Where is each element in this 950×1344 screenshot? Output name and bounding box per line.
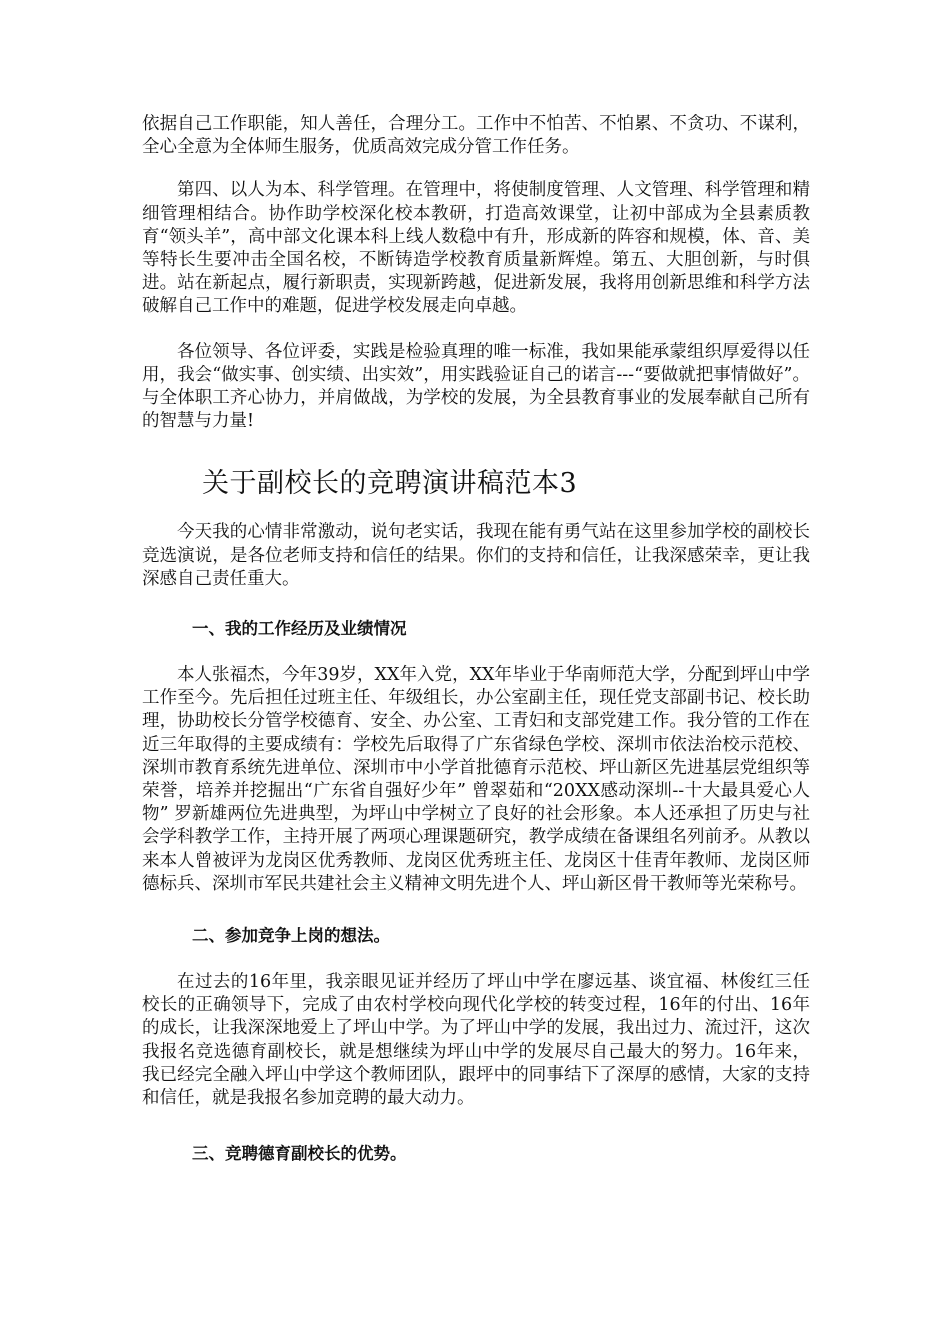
section-title: 关于副校长的竞聘演讲稿范本3 <box>202 468 578 500</box>
paragraph-closing: 各位领导、各位评委，实践是检验真理的唯一标准，我如果能承蒙组织厚爱得以任用，我会“做实事、创实绩、出实效”，用实践验证自己的诺言---“要做就把事情做好”。与全体职工齐心协力，并肩做战，为学校的发展，为全县教育事业的发展奉献自己所有的智慧与力量! <box>142 341 810 432</box>
paragraph-opening: 今天我的心情非常激动，说句老实话，我现在能有勇气站在这里参加学校的副校长竞选演说，是各位老师支持和信任的结果。你们的支持和信任，让我深感荣幸，更让我深感自己责任重大。 <box>142 522 810 589</box>
paragraph-duties: 依据自己工作职能，知人善任，合理分工。工作中不怕苦、不怕累、不贪功、不谋利，全心全意为全体师生服务，优质高效完成分管工作任务。 <box>142 114 810 158</box>
heading-work-experience: 一、我的工作经历及业绩情况 <box>192 619 407 639</box>
heading-advantages: 三、竞聘德育副校长的优势。 <box>192 1144 407 1164</box>
document-page <box>142 113 810 1165</box>
paragraph-work-experience: 本人张福杰，今年39岁，XX年入党，XX年毕业于华南师范大学，分配到坪山中学工作至今。先后担任过班主任、年级组长，办公室副主任，现任党支部副书记、校长助理，协助校长分管学校德育、安全、办公室、工青妇和支部党建工作。我分管的工作在近三年取得的主要成绩有：学校先后取得了广东省绿色学校、深圳市依法治校示范校、深圳市教育系统先进单位、深圳市中小学首批德育示范校、坪山新区先进基层党组织等荣誉，培养并挖掘出“广东省自强好少年” 曾翠茹和“20XX感动深圳--十大最具爱心人物” 罗新雄两位先进典型，为坪山中学树立了良好的社会形象。本人还承担了历史与社会学科教学工作，主持开展了两项心理课题研究，教学成绩在备课组名列前矛。从教以来本人曾被评为龙岗区优秀教师、龙岗区优秀班主任、龙岗区十佳青年教师、龙岗区师德标兵、深圳市军民共建社会主义精神文明先进个人、坪山新区骨干教师等光荣称号。 <box>142 665 810 894</box>
paragraph-motivation: 在过去的16年里，我亲眼见证并经历了坪山中学在廖远基、谈宜福、林俊红三任校长的正确领导下，完成了由农村学校向现代化学校的转变过程，16年的付出、16年的成长，让我深深地爱上了坪山中学。为了坪山中学的发展，我出过力、流过汗，这次我报名竞选德育副校长，就是想继续为坪山中学的发展尽自己最大的努力。16年来，我已经完全融入坪山中学这个教师团队，跟坪中的同事结下了深厚的感情，大家的支持和信任，就是我报名参加竞聘的最大动力。 <box>142 972 810 1109</box>
heading-motivation: 二、参加竞争上岗的想法。 <box>192 926 390 946</box>
paragraph-management: 第四、以人为本、科学管理。在管理中，将使制度管理、人文管理、科学管理和精细管理相结合。协作助学校深化校本教研，打造高效课堂，让初中部成为全县素质教育“领头羊”，高中部文化课本科上线人数稳中有升，形成新的阵容和规模，体、音、美等特长生要冲击全国名校，不断铸造学校教育质量新辉煌。第五、大胆创新，与时俱进。站在新起点，履行新职责，实现新跨越，促进新发展，我将用创新思维和科学方法破解自己工作中的难题，促进学校发展走向卓越。 <box>142 180 810 317</box>
